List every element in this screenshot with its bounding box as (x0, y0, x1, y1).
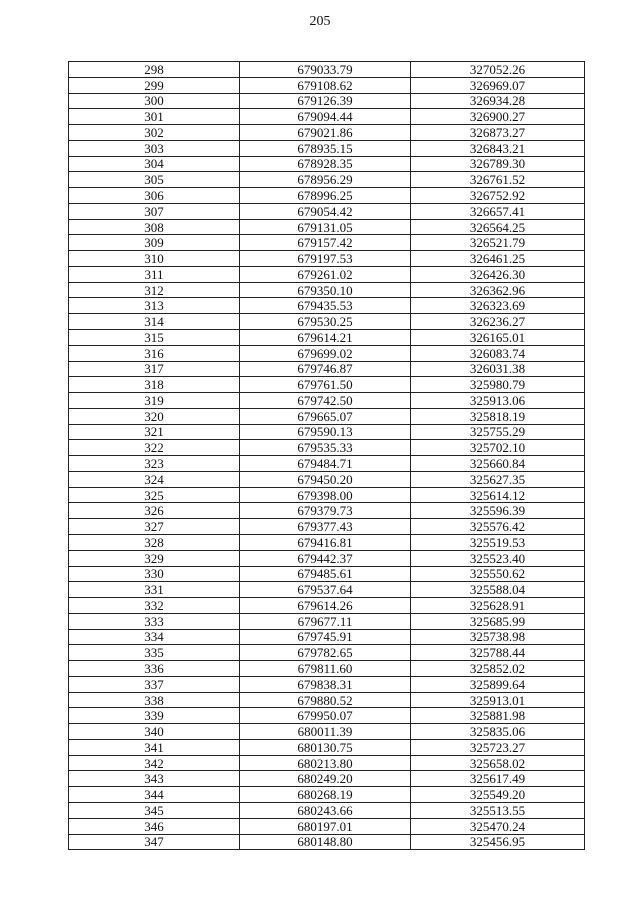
point-number-cell: 328 (69, 534, 240, 550)
point-number-cell: 338 (69, 692, 240, 708)
table-row (69, 818, 585, 834)
x-coordinate-cell: 680213.80 (240, 755, 411, 771)
y-coordinate-cell: 326323.69 (411, 298, 585, 314)
table-row (69, 172, 585, 188)
point-number-cell: 339 (69, 708, 240, 724)
y-coordinate-cell: 325818.19 (411, 408, 585, 424)
x-coordinate-cell: 679261.02 (240, 266, 411, 282)
y-coordinate-cell: 325614.12 (411, 487, 585, 503)
table-row (69, 408, 585, 424)
y-coordinate-cell: 326761.52 (411, 172, 585, 188)
point-number-cell: 314 (69, 314, 240, 330)
table-row (69, 724, 585, 740)
y-coordinate-cell: 325550.62 (411, 566, 585, 582)
y-coordinate-cell: 326969.07 (411, 77, 585, 93)
y-coordinate-cell: 325738.98 (411, 629, 585, 645)
x-coordinate-cell: 679094.44 (240, 109, 411, 125)
y-coordinate-cell: 326843.21 (411, 140, 585, 156)
x-coordinate-cell: 679880.52 (240, 692, 411, 708)
point-number-cell: 321 (69, 424, 240, 440)
x-coordinate-cell: 679811.60 (240, 661, 411, 677)
point-number-cell: 301 (69, 109, 240, 125)
x-coordinate-cell: 679745.91 (240, 629, 411, 645)
x-coordinate-cell: 679054.42 (240, 203, 411, 219)
y-coordinate-cell: 325628.91 (411, 598, 585, 614)
y-coordinate-cell: 325835.06 (411, 724, 585, 740)
x-coordinate-cell: 679746.87 (240, 361, 411, 377)
point-number-cell: 346 (69, 818, 240, 834)
x-coordinate-cell: 679665.07 (240, 408, 411, 424)
table-row (69, 519, 585, 535)
table-row (69, 645, 585, 661)
table-row (69, 802, 585, 818)
table-row (69, 456, 585, 472)
x-coordinate-cell: 680197.01 (240, 818, 411, 834)
point-number-cell: 327 (69, 519, 240, 535)
x-coordinate-cell: 678935.15 (240, 140, 411, 156)
point-number-cell: 312 (69, 282, 240, 298)
point-number-cell: 303 (69, 140, 240, 156)
table-row (69, 219, 585, 235)
table-row (69, 188, 585, 204)
table-row (69, 330, 585, 346)
y-coordinate-cell: 325470.24 (411, 818, 585, 834)
y-coordinate-cell: 326236.27 (411, 314, 585, 330)
y-coordinate-cell: 325899.64 (411, 676, 585, 692)
x-coordinate-cell: 679950.07 (240, 708, 411, 724)
y-coordinate-cell: 325658.02 (411, 755, 585, 771)
x-coordinate-cell: 680148.80 (240, 834, 411, 850)
table-row (69, 755, 585, 771)
x-coordinate-cell: 679761.50 (240, 377, 411, 393)
point-number-cell: 324 (69, 471, 240, 487)
table-row (69, 487, 585, 503)
x-coordinate-cell: 678956.29 (240, 172, 411, 188)
table-row (69, 298, 585, 314)
x-coordinate-cell: 679398.00 (240, 487, 411, 503)
y-coordinate-cell: 325913.01 (411, 692, 585, 708)
x-coordinate-cell: 679377.43 (240, 519, 411, 535)
x-coordinate-cell: 679350.10 (240, 282, 411, 298)
y-coordinate-cell: 326564.25 (411, 219, 585, 235)
x-coordinate-cell: 679699.02 (240, 345, 411, 361)
point-number-cell: 306 (69, 188, 240, 204)
x-coordinate-cell: 679590.13 (240, 424, 411, 440)
point-number-cell: 322 (69, 440, 240, 456)
table-row (69, 266, 585, 282)
table-row (69, 503, 585, 519)
table-row (69, 708, 585, 724)
point-number-cell: 310 (69, 251, 240, 267)
y-coordinate-cell: 325588.04 (411, 582, 585, 598)
point-number-cell: 311 (69, 266, 240, 282)
x-coordinate-cell: 679677.11 (240, 613, 411, 629)
x-coordinate-cell: 679838.31 (240, 676, 411, 692)
page-number: 205 (309, 14, 331, 29)
point-number-cell: 330 (69, 566, 240, 582)
x-coordinate-cell: 679614.26 (240, 598, 411, 614)
table-row (69, 582, 585, 598)
point-number-cell: 334 (69, 629, 240, 645)
point-number-cell: 345 (69, 802, 240, 818)
y-coordinate-cell: 325549.20 (411, 787, 585, 803)
table-row (69, 377, 585, 393)
y-coordinate-cell: 325852.02 (411, 661, 585, 677)
x-coordinate-cell: 679131.05 (240, 219, 411, 235)
y-coordinate-cell: 326934.28 (411, 93, 585, 109)
point-number-cell: 320 (69, 408, 240, 424)
point-number-cell: 347 (69, 834, 240, 850)
y-coordinate-cell: 325596.39 (411, 503, 585, 519)
x-coordinate-cell: 679197.53 (240, 251, 411, 267)
x-coordinate-cell: 679484.71 (240, 456, 411, 472)
y-coordinate-cell: 326752.92 (411, 188, 585, 204)
y-coordinate-cell: 326461.25 (411, 251, 585, 267)
point-number-cell: 299 (69, 77, 240, 93)
y-coordinate-cell: 325660.84 (411, 456, 585, 472)
y-coordinate-cell: 325788.44 (411, 645, 585, 661)
y-coordinate-cell: 326657.41 (411, 203, 585, 219)
table-row (69, 534, 585, 550)
table-row (69, 613, 585, 629)
x-coordinate-cell: 679108.62 (240, 77, 411, 93)
y-coordinate-cell: 325456.95 (411, 834, 585, 850)
point-number-cell: 343 (69, 771, 240, 787)
point-number-cell: 316 (69, 345, 240, 361)
point-number-cell: 313 (69, 298, 240, 314)
point-number-cell: 304 (69, 156, 240, 172)
x-coordinate-cell: 679021.86 (240, 125, 411, 141)
table-row (69, 156, 585, 172)
table-row (69, 203, 585, 219)
y-coordinate-cell: 326165.01 (411, 330, 585, 346)
table-row (69, 771, 585, 787)
y-coordinate-cell: 325702.10 (411, 440, 585, 456)
y-coordinate-cell: 326900.27 (411, 109, 585, 125)
y-coordinate-cell: 326873.27 (411, 125, 585, 141)
table-row (69, 93, 585, 109)
table-row (69, 393, 585, 409)
y-coordinate-cell: 326362.96 (411, 282, 585, 298)
table-row (69, 361, 585, 377)
point-number-cell: 305 (69, 172, 240, 188)
table-row (69, 550, 585, 566)
y-coordinate-cell: 326789.30 (411, 156, 585, 172)
y-coordinate-cell: 325519.53 (411, 534, 585, 550)
y-coordinate-cell: 327052.26 (411, 62, 585, 78)
y-coordinate-cell: 325627.35 (411, 471, 585, 487)
point-number-cell: 329 (69, 550, 240, 566)
table-row (69, 787, 585, 803)
point-number-cell: 302 (69, 125, 240, 141)
x-coordinate-cell: 679435.53 (240, 298, 411, 314)
point-number-cell: 318 (69, 377, 240, 393)
y-coordinate-cell: 326031.38 (411, 361, 585, 377)
table-row (69, 77, 585, 93)
point-number-cell: 344 (69, 787, 240, 803)
point-number-cell: 325 (69, 487, 240, 503)
table-row (69, 125, 585, 141)
table-row (69, 598, 585, 614)
y-coordinate-cell: 325980.79 (411, 377, 585, 393)
y-coordinate-cell: 326521.79 (411, 235, 585, 251)
point-number-cell: 319 (69, 393, 240, 409)
table-row (69, 235, 585, 251)
x-coordinate-cell: 679442.37 (240, 550, 411, 566)
table-row (69, 834, 585, 850)
x-coordinate-cell: 678996.25 (240, 188, 411, 204)
point-number-cell: 308 (69, 219, 240, 235)
table-row (69, 739, 585, 755)
coordinates-table (68, 61, 585, 850)
table-row (69, 62, 585, 78)
x-coordinate-cell: 679033.79 (240, 62, 411, 78)
table-row (69, 692, 585, 708)
y-coordinate-cell: 326426.30 (411, 266, 585, 282)
table-row (69, 251, 585, 267)
y-coordinate-cell: 325723.27 (411, 739, 585, 755)
point-number-cell: 340 (69, 724, 240, 740)
y-coordinate-cell: 325755.29 (411, 424, 585, 440)
point-number-cell: 315 (69, 330, 240, 346)
x-coordinate-cell: 679614.21 (240, 330, 411, 346)
x-coordinate-cell: 679530.25 (240, 314, 411, 330)
table-row (69, 566, 585, 582)
x-coordinate-cell: 679157.42 (240, 235, 411, 251)
x-coordinate-cell: 679126.39 (240, 93, 411, 109)
y-coordinate-cell: 325513.55 (411, 802, 585, 818)
table-row (69, 440, 585, 456)
table-row (69, 314, 585, 330)
point-number-cell: 336 (69, 661, 240, 677)
table-row (69, 629, 585, 645)
y-coordinate-cell: 325576.42 (411, 519, 585, 535)
table-row (69, 471, 585, 487)
table-row (69, 109, 585, 125)
point-number-cell: 341 (69, 739, 240, 755)
x-coordinate-cell: 678928.35 (240, 156, 411, 172)
x-coordinate-cell: 679782.65 (240, 645, 411, 661)
table-row (69, 282, 585, 298)
x-coordinate-cell: 679535.33 (240, 440, 411, 456)
x-coordinate-cell: 679742.50 (240, 393, 411, 409)
x-coordinate-cell: 680011.39 (240, 724, 411, 740)
point-number-cell: 332 (69, 598, 240, 614)
y-coordinate-cell: 325913.06 (411, 393, 585, 409)
point-number-cell: 342 (69, 755, 240, 771)
y-coordinate-cell: 326083.74 (411, 345, 585, 361)
point-number-cell: 323 (69, 456, 240, 472)
point-number-cell: 337 (69, 676, 240, 692)
table-row (69, 424, 585, 440)
point-number-cell: 309 (69, 235, 240, 251)
y-coordinate-cell: 325881.98 (411, 708, 585, 724)
point-number-cell: 307 (69, 203, 240, 219)
x-coordinate-cell: 680130.75 (240, 739, 411, 755)
coordinates-table-body (69, 62, 585, 850)
x-coordinate-cell: 679485.61 (240, 566, 411, 582)
y-coordinate-cell: 325685.99 (411, 613, 585, 629)
point-number-cell: 335 (69, 645, 240, 661)
table-row (69, 661, 585, 677)
point-number-cell: 333 (69, 613, 240, 629)
x-coordinate-cell: 679379.73 (240, 503, 411, 519)
x-coordinate-cell: 679537.64 (240, 582, 411, 598)
point-number-cell: 298 (69, 62, 240, 78)
point-number-cell: 326 (69, 503, 240, 519)
y-coordinate-cell: 325617.49 (411, 771, 585, 787)
x-coordinate-cell: 679416.81 (240, 534, 411, 550)
x-coordinate-cell: 680268.19 (240, 787, 411, 803)
x-coordinate-cell: 679450.20 (240, 471, 411, 487)
table-row (69, 676, 585, 692)
point-number-cell: 300 (69, 93, 240, 109)
point-number-cell: 317 (69, 361, 240, 377)
x-coordinate-cell: 680249.20 (240, 771, 411, 787)
y-coordinate-cell: 325523.40 (411, 550, 585, 566)
x-coordinate-cell: 680243.66 (240, 802, 411, 818)
point-number-cell: 331 (69, 582, 240, 598)
table-row (69, 140, 585, 156)
table-row (69, 345, 585, 361)
